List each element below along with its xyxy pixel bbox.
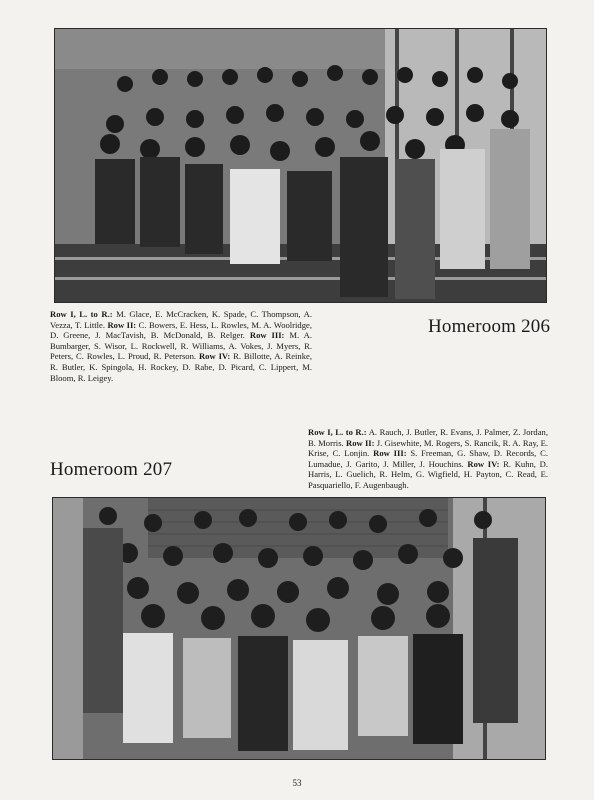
row-2-names: C. Bowers, E. Hess, L. Rowles, M. A. Woolridge, D. Greene, J. MacTavish, B. McDonald, B. Relger. <box>50 319 312 341</box>
row-3-label: Row III: <box>373 448 407 459</box>
homeroom-206-group-photo <box>54 28 547 303</box>
homeroom-207-heading: Homeroom 207 <box>50 459 173 480</box>
homeroom-207-caption <box>308 427 548 491</box>
row-4-label: Row IV: <box>467 458 500 469</box>
row-1-names: M. Glace, E. McCracken, K. Spade, C. Thompson, A. Vezza, T. Little. <box>50 309 312 330</box>
row-3-names: M. A. Bumbarger, S. Wisor, L. Rockwell, R. Williams, A. Vokes, J. Myers, R. Peters, C. Rowles, L. Proud, R. Peterson. <box>50 330 312 362</box>
row-2-label: Row II: <box>107 319 137 330</box>
homeroom-206-heading: Homeroom 206 <box>428 316 551 337</box>
row-1-label: Row I, L. to R.: <box>308 427 367 437</box>
row-4-names: R. Billotte, A. Reinke, R. Butler, K. Spingola, H. Rockey, D. Rabe, D. Picard, C. Lippert, M. Bloom, R. Leigey. <box>50 351 312 383</box>
page-number: 53 <box>292 778 302 788</box>
row-3-label: Row III: <box>249 330 285 341</box>
row-3-names: S. Freeman, G. Shaw, D. Records, C. Lumadue, J. Garito, J. Miller, J. Houchins. <box>308 448 548 469</box>
row-1-names: A. Rauch, J. Butler, R. Evans, J. Palmer, Z. Jordan, B. Morris. <box>308 427 548 448</box>
homeroom-206-caption <box>50 309 312 383</box>
homeroom-207-group-photo <box>52 497 546 760</box>
row-4-names: R. Kuhn, D. Harris, L. Guelich, R. Helm, G. Wigfield, H. Payton, C. Read, E. Pasquariello, F. Augenbaugh. <box>308 458 549 490</box>
row-4-label: Row IV: <box>198 351 231 362</box>
row-2-label: Row II: <box>345 437 375 448</box>
row-2-names: J. Gisewhite, M. Rogers, S. Rancik, R. A. Ray, E. Krise, C. Lonjin. <box>308 437 548 459</box>
row-1-label: Row I, L. to R.: <box>50 309 113 319</box>
